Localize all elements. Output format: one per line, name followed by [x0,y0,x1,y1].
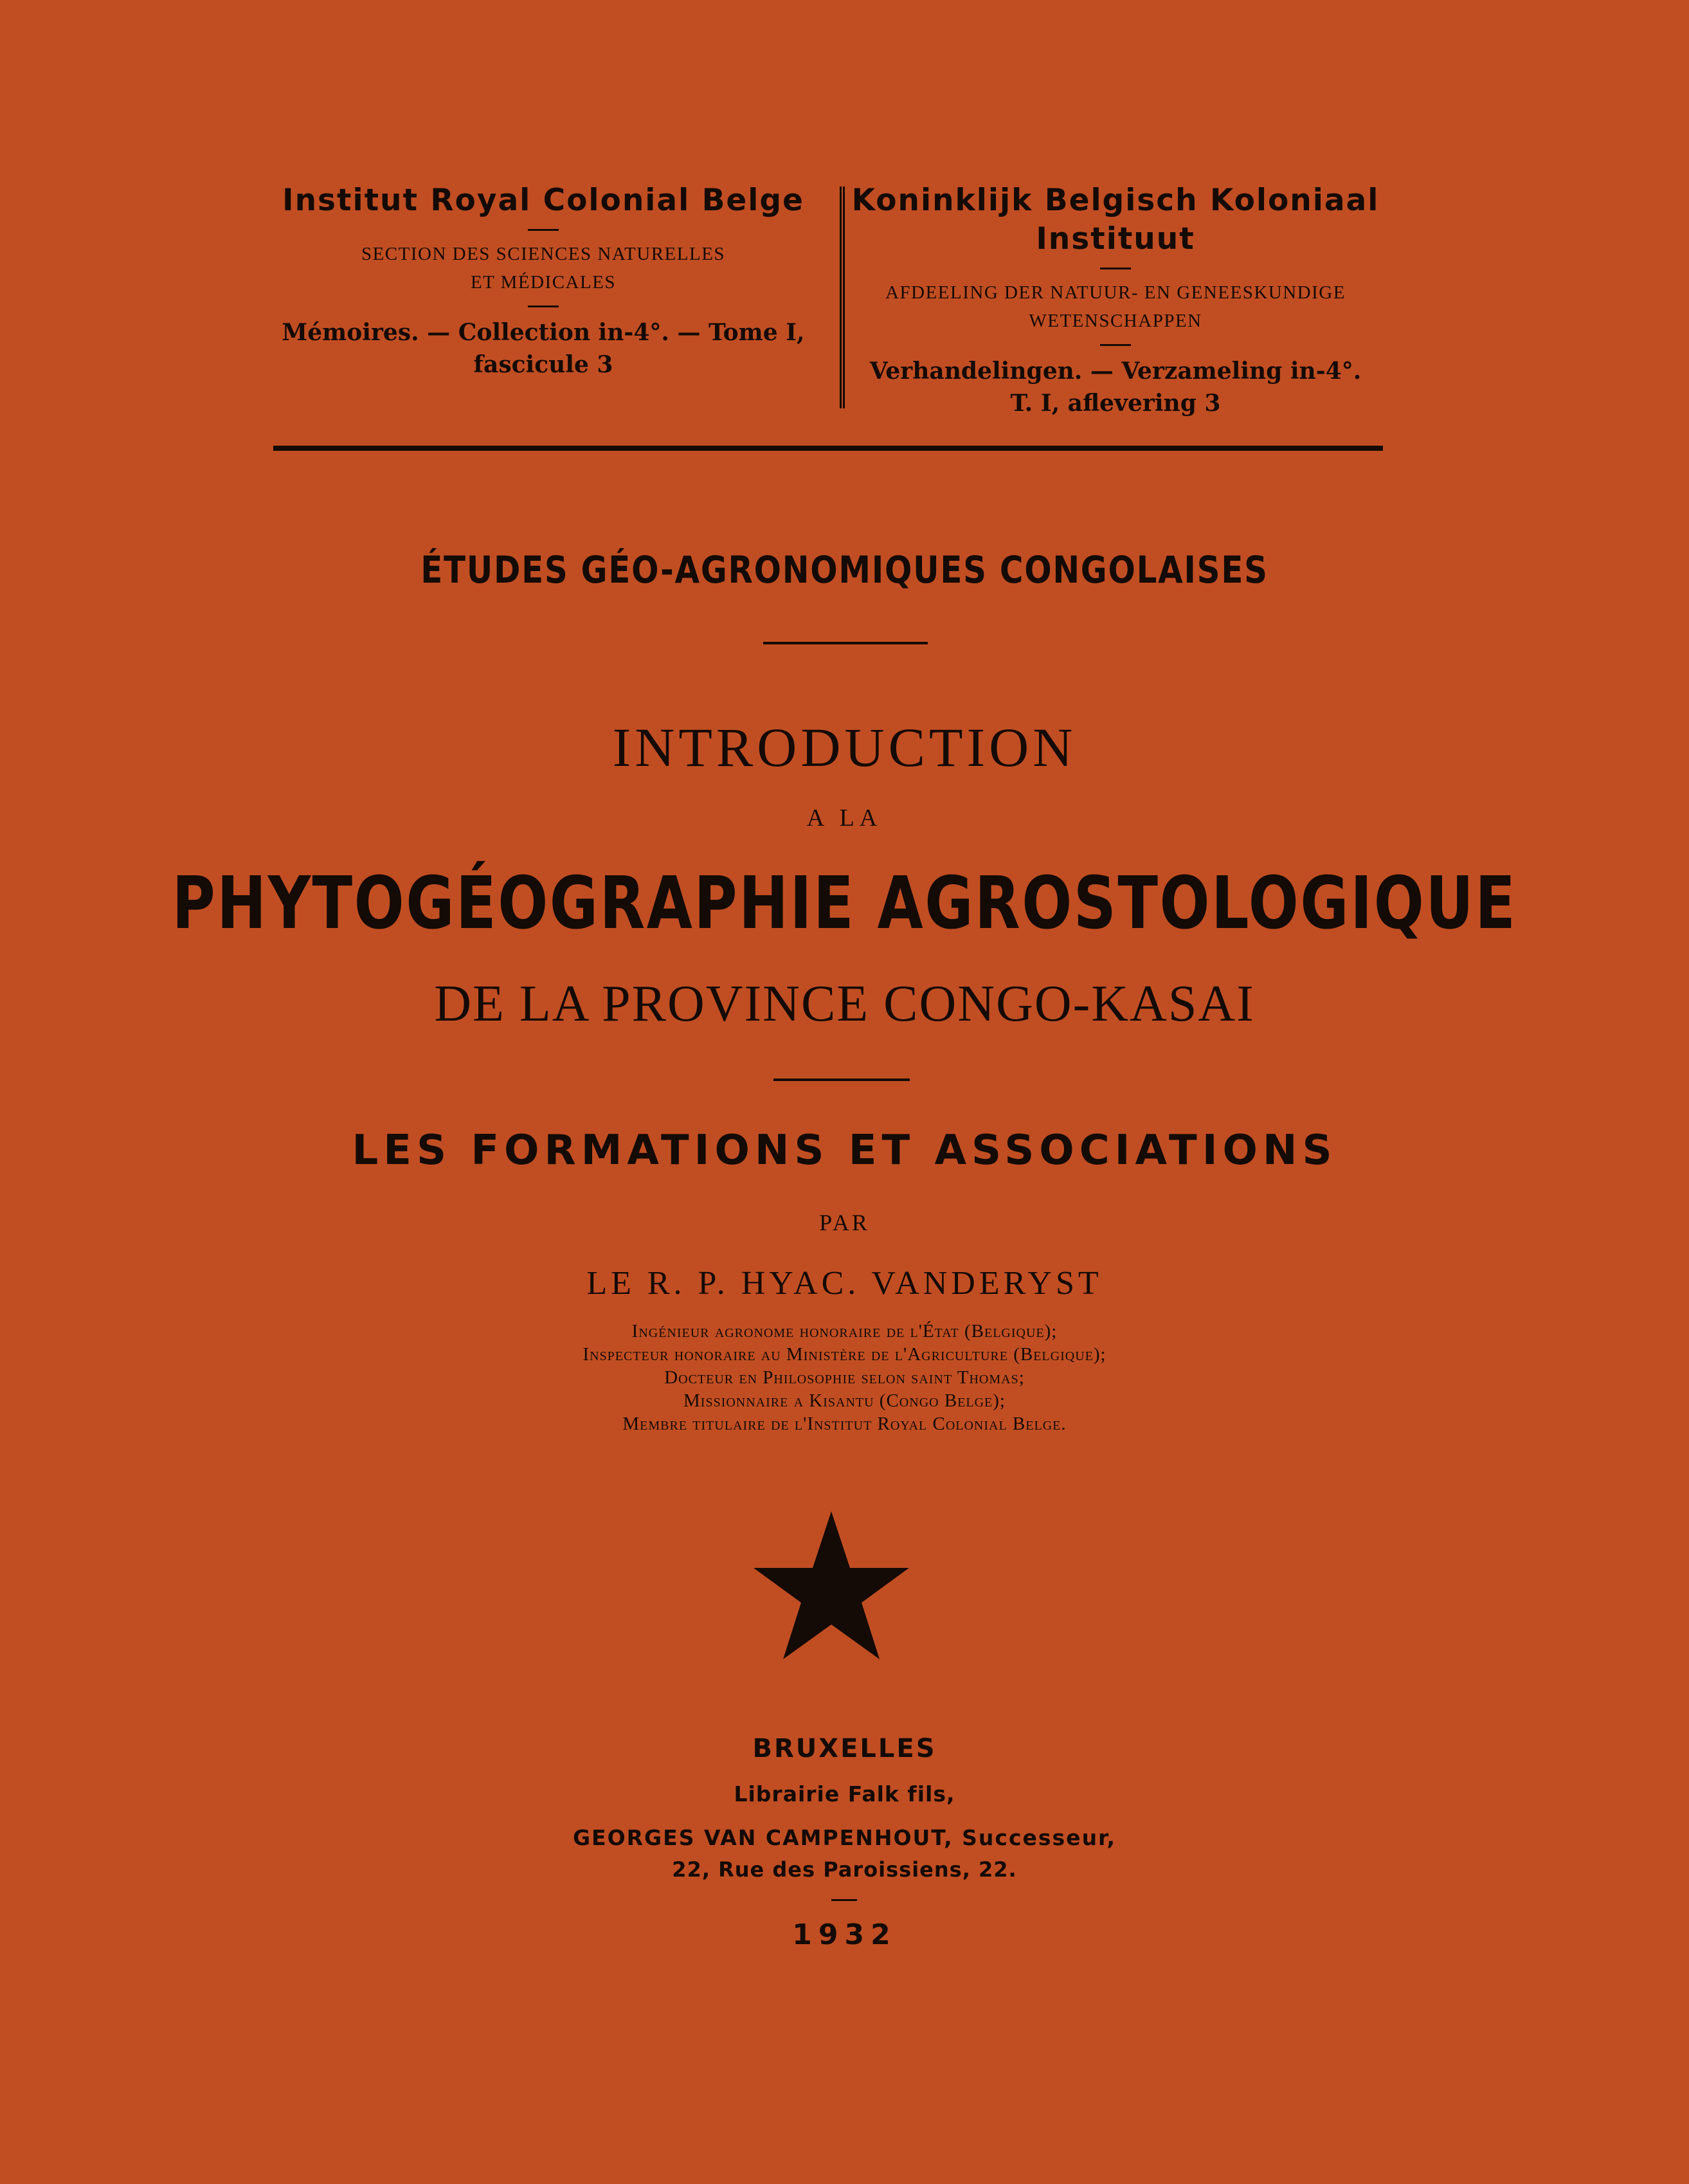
credential-line: Docteur en Philosophie selon saint Thomas; [664,1367,1025,1388]
credential-line: Ingénieur agronome honoraire de l'État (Belgique); [631,1321,1058,1342]
divider-dash [1100,268,1131,269]
publisher-city: BRUXELLES [752,1734,937,1763]
short-rule [763,642,928,644]
divider-dash [528,305,559,307]
section-line-1-fr: SECTION DES SCIENCES NATURELLES [361,244,726,264]
section-line-2-fr: ET MÉDICALES [470,272,617,293]
author-name: LE R. P. HYAC. VANDERYST [586,1265,1103,1302]
header-left-column [273,174,813,381]
publisher-address: 22, Rue des Paroissiens, 22. [672,1857,1017,1882]
publication-year: 1932 [792,1918,897,1951]
credential-line: Inspecteur honoraire au Ministère de l'Agriculture (Belgique); [583,1344,1106,1365]
by-line: PAR [819,1210,870,1235]
header-right-column [845,174,1386,419]
collection-line-1-fr: Mémoires. — Collection in-4°. — Tome I, [282,319,805,346]
divider-dash [831,1899,857,1901]
header-block [273,174,1386,418]
title-line-2: A LA [806,805,883,832]
star-icon [751,1511,912,1666]
divider-dash [528,229,559,231]
section-line-2-nl: WETENSCHAPPEN [1029,311,1202,331]
credential-line: Missionnaire a Kisantu (Congo Belge); [683,1390,1006,1411]
title-line-3: PHYTOGÉOGRAPHIE AGROSTOLOGIQUE [172,862,1517,945]
subtitle: LES FORMATIONS ET ASSOCIATIONS [352,1127,1337,1174]
institute-name-nl: Koninklijk Belgisch Koloniaal Instituut [851,183,1380,257]
divider-dash [1100,344,1131,346]
collection-line-1-nl: Verhandelingen. — Verzameling in-4°. [869,358,1362,385]
publisher-bookshop: Librairie Falk fils, [734,1781,955,1806]
title-line-1: INTRODUCTION [612,716,1077,778]
section-line-1-nl: AFDEELING DER NATUUR- EN GENEESKUNDIGE [885,282,1346,303]
publisher-successor: GEORGES VAN CAMPENHOUT, Successeur, [572,1825,1117,1850]
header-vertical-rule [840,187,845,408]
author-credentials [0,1320,1689,1435]
institute-name-fr: Institut Royal Colonial Belge [282,183,804,218]
short-rule [773,1078,910,1081]
series-title: ÉTUDES GÉO-AGRONOMIQUES CONGOLAISES [420,548,1269,592]
credential-line: Membre titulaire de l'Institut Royal Colonial Belge. [622,1414,1067,1434]
header-horizontal-rule [273,446,1383,451]
collection-line-2-nl: T. I, aflevering 3 [1010,390,1221,417]
title-line-4: DE LA PROVINCE CONGO-KASAI [434,976,1255,1032]
collection-line-2-fr: fascicule 3 [473,351,613,378]
